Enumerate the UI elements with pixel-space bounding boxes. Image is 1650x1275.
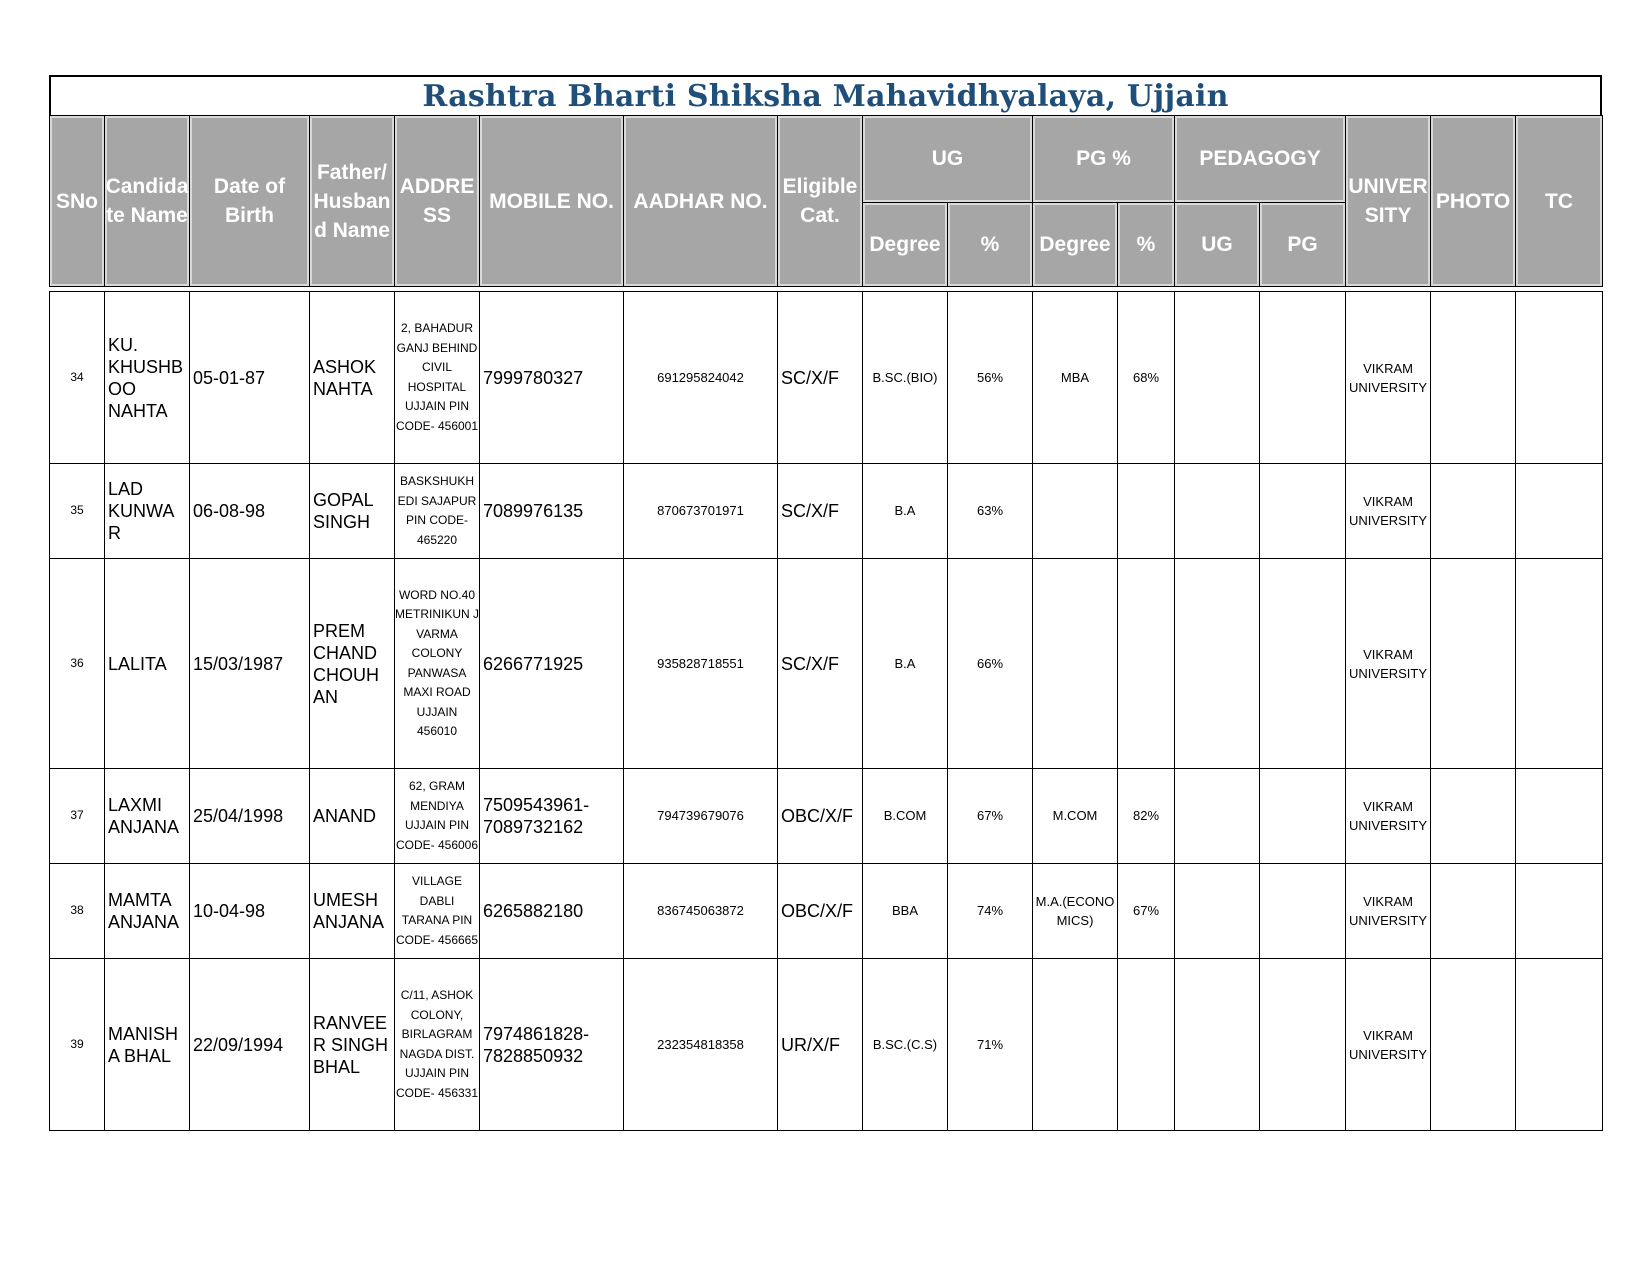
header-dob: Date of Birth bbox=[190, 116, 310, 287]
row-pedagogy-ug bbox=[1175, 769, 1260, 864]
row-ug-percent: 67% bbox=[948, 769, 1033, 864]
row-ug-percent: 66% bbox=[948, 559, 1033, 769]
row-aadhar: 794739679076 bbox=[624, 769, 778, 864]
row-father-name: RANVEE R SINGH BHAL bbox=[310, 959, 395, 1131]
row-address: BASKSHUKH EDI SAJAPUR PIN CODE- 465220 bbox=[395, 464, 480, 559]
row-ug-degree: B.A bbox=[863, 559, 948, 769]
row-mobile: 6265882180 bbox=[480, 864, 624, 959]
row-candidate-name: LAXMI ANJANA bbox=[105, 769, 190, 864]
row-university: VIKRAM UNIVERSITY bbox=[1346, 769, 1431, 864]
row-ug-degree: B.SC.(C.S) bbox=[863, 959, 948, 1131]
row-category: SC/X/F bbox=[778, 464, 863, 559]
row-pg-degree: M.A.(ECONO MICS) bbox=[1033, 864, 1118, 959]
row-pg-percent bbox=[1118, 464, 1175, 559]
row-pg-degree: M.COM bbox=[1033, 769, 1118, 864]
row-ug-degree: B.COM bbox=[863, 769, 948, 864]
row-pedagogy-pg bbox=[1260, 769, 1346, 864]
row-ug-percent: 74% bbox=[948, 864, 1033, 959]
table-row bbox=[50, 464, 1603, 559]
row-photo bbox=[1431, 959, 1516, 1131]
row-aadhar: 691295824042 bbox=[624, 292, 778, 464]
table-row bbox=[50, 864, 1603, 959]
header-pedagogy-pg: PG bbox=[1260, 202, 1346, 286]
row-pedagogy-ug bbox=[1175, 464, 1260, 559]
header-pedagogy-ug: UG bbox=[1175, 202, 1260, 286]
row-father-name: GOPAL SINGH bbox=[310, 464, 395, 559]
row-pedagogy-pg bbox=[1260, 292, 1346, 464]
row-candidate-name: LAD KUNWA R bbox=[105, 464, 190, 559]
row-sno: 39 bbox=[50, 959, 105, 1131]
row-category: SC/X/F bbox=[778, 559, 863, 769]
row-pg-percent: 67% bbox=[1118, 864, 1175, 959]
row-tc bbox=[1516, 864, 1603, 959]
row-mobile: 6266771925 bbox=[480, 559, 624, 769]
row-photo bbox=[1431, 559, 1516, 769]
row-pg-degree bbox=[1033, 959, 1118, 1131]
row-address: VILLAGE DABLI TARANA PIN CODE- 456665 bbox=[395, 864, 480, 959]
row-category: OBC/X/F bbox=[778, 864, 863, 959]
row-address: C/11, ASHOK COLONY, BIRLAGRAM NAGDA DIST. UJJAIN PIN CODE- 456331 bbox=[395, 959, 480, 1131]
row-aadhar: 836745063872 bbox=[624, 864, 778, 959]
header-sno: SNo bbox=[50, 116, 105, 287]
document-sheet bbox=[49, 75, 1602, 1131]
table-row bbox=[50, 769, 1603, 864]
row-father-name: ANAND bbox=[310, 769, 395, 864]
row-photo bbox=[1431, 864, 1516, 959]
row-pedagogy-ug bbox=[1175, 292, 1260, 464]
row-tc bbox=[1516, 464, 1603, 559]
table-header bbox=[50, 116, 1603, 287]
row-dob: 25/04/1998 bbox=[190, 769, 310, 864]
row-candidate-name: MANISH A BHAL bbox=[105, 959, 190, 1131]
header-tc: TC bbox=[1516, 116, 1603, 287]
table-row bbox=[50, 292, 1603, 464]
header-ug-percent: % bbox=[948, 202, 1033, 286]
row-father-name: ASHOK NAHTA bbox=[310, 292, 395, 464]
row-mobile: 7509543961- 7089732162 bbox=[480, 769, 624, 864]
row-pg-percent bbox=[1118, 959, 1175, 1131]
row-photo bbox=[1431, 464, 1516, 559]
row-father-name: PREM CHAND CHOUH AN bbox=[310, 559, 395, 769]
row-sno: 37 bbox=[50, 769, 105, 864]
row-ug-percent: 71% bbox=[948, 959, 1033, 1131]
header-ug-degree: Degree bbox=[863, 202, 948, 286]
header-address: ADDRE SS bbox=[395, 116, 480, 287]
row-sno: 34 bbox=[50, 292, 105, 464]
header-ug: UG bbox=[863, 116, 1033, 203]
header-photo: PHOTO bbox=[1431, 116, 1516, 287]
row-university: VIKRAM UNIVERSITY bbox=[1346, 559, 1431, 769]
row-dob: 05-01-87 bbox=[190, 292, 310, 464]
row-mobile: 7974861828- 7828850932 bbox=[480, 959, 624, 1131]
row-pedagogy-pg bbox=[1260, 864, 1346, 959]
row-sno: 36 bbox=[50, 559, 105, 769]
row-dob: 22/09/1994 bbox=[190, 959, 310, 1131]
header-university: UNIVER SITY bbox=[1346, 116, 1431, 287]
page-title: Rashtra Bharti Shiksha Mahavidhyalaya, Ujjain bbox=[49, 75, 1602, 115]
header-pg-degree: Degree bbox=[1033, 202, 1118, 286]
candidate-table bbox=[49, 115, 1603, 1131]
row-address: 2, BAHADUR GANJ BEHIND CIVIL HOSPITAL UJJAIN PIN CODE- 456001 bbox=[395, 292, 480, 464]
row-pedagogy-ug bbox=[1175, 559, 1260, 769]
table-row bbox=[50, 959, 1603, 1131]
row-dob: 10-04-98 bbox=[190, 864, 310, 959]
row-mobile: 7089976135 bbox=[480, 464, 624, 559]
row-candidate-name: KU. KHUSHB OO NAHTA bbox=[105, 292, 190, 464]
row-sno: 35 bbox=[50, 464, 105, 559]
row-pedagogy-pg bbox=[1260, 959, 1346, 1131]
header-pedagogy: PEDAGOGY bbox=[1175, 116, 1346, 203]
row-ug-percent: 56% bbox=[948, 292, 1033, 464]
row-tc bbox=[1516, 292, 1603, 464]
row-pedagogy-pg bbox=[1260, 559, 1346, 769]
row-aadhar: 870673701971 bbox=[624, 464, 778, 559]
row-sno: 38 bbox=[50, 864, 105, 959]
row-pg-degree bbox=[1033, 559, 1118, 769]
row-father-name: UMESH ANJANA bbox=[310, 864, 395, 959]
row-candidate-name: MAMTA ANJANA bbox=[105, 864, 190, 959]
header-father-name: Father/ Husban d Name bbox=[310, 116, 395, 287]
row-category: SC/X/F bbox=[778, 292, 863, 464]
row-pedagogy-ug bbox=[1175, 959, 1260, 1131]
header-category: Eligible Cat. bbox=[778, 116, 863, 287]
table-body bbox=[50, 287, 1603, 1131]
row-pg-degree bbox=[1033, 464, 1118, 559]
header-aadhar: AADHAR NO. bbox=[624, 116, 778, 287]
row-pedagogy-pg bbox=[1260, 464, 1346, 559]
row-pg-percent: 68% bbox=[1118, 292, 1175, 464]
row-pg-percent bbox=[1118, 559, 1175, 769]
header-candidate-name: Candida te Name bbox=[105, 116, 190, 287]
header-pg-percent: % bbox=[1118, 202, 1175, 286]
row-ug-degree: B.SC.(BIO) bbox=[863, 292, 948, 464]
row-mobile: 7999780327 bbox=[480, 292, 624, 464]
row-photo bbox=[1431, 292, 1516, 464]
row-aadhar: 232354818358 bbox=[624, 959, 778, 1131]
row-pedagogy-ug bbox=[1175, 864, 1260, 959]
row-ug-percent: 63% bbox=[948, 464, 1033, 559]
table-row bbox=[50, 559, 1603, 769]
header-pg: PG % bbox=[1033, 116, 1175, 203]
row-tc bbox=[1516, 769, 1603, 864]
row-university: VIKRAM UNIVERSITY bbox=[1346, 959, 1431, 1131]
row-address: 62, GRAM MENDIYA UJJAIN PIN CODE- 456006 bbox=[395, 769, 480, 864]
row-pg-degree: MBA bbox=[1033, 292, 1118, 464]
row-university: VIKRAM UNIVERSITY bbox=[1346, 864, 1431, 959]
row-university: VIKRAM UNIVERSITY bbox=[1346, 464, 1431, 559]
row-candidate-name: LALITA bbox=[105, 559, 190, 769]
row-category: UR/X/F bbox=[778, 959, 863, 1131]
row-tc bbox=[1516, 559, 1603, 769]
row-dob: 15/03/1987 bbox=[190, 559, 310, 769]
row-photo bbox=[1431, 769, 1516, 864]
row-pg-percent: 82% bbox=[1118, 769, 1175, 864]
row-dob: 06-08-98 bbox=[190, 464, 310, 559]
row-tc bbox=[1516, 959, 1603, 1131]
row-ug-degree: BBA bbox=[863, 864, 948, 959]
row-aadhar: 935828718551 bbox=[624, 559, 778, 769]
row-address: WORD NO.40 METRINIKUN J VARMA COLONY PANWASA MAXI ROAD UJJAIN 456010 bbox=[395, 559, 480, 769]
row-university: VIKRAM UNIVERSITY bbox=[1346, 292, 1431, 464]
header-mobile: MOBILE NO. bbox=[480, 116, 624, 287]
row-category: OBC/X/F bbox=[778, 769, 863, 864]
row-ug-degree: B.A bbox=[863, 464, 948, 559]
